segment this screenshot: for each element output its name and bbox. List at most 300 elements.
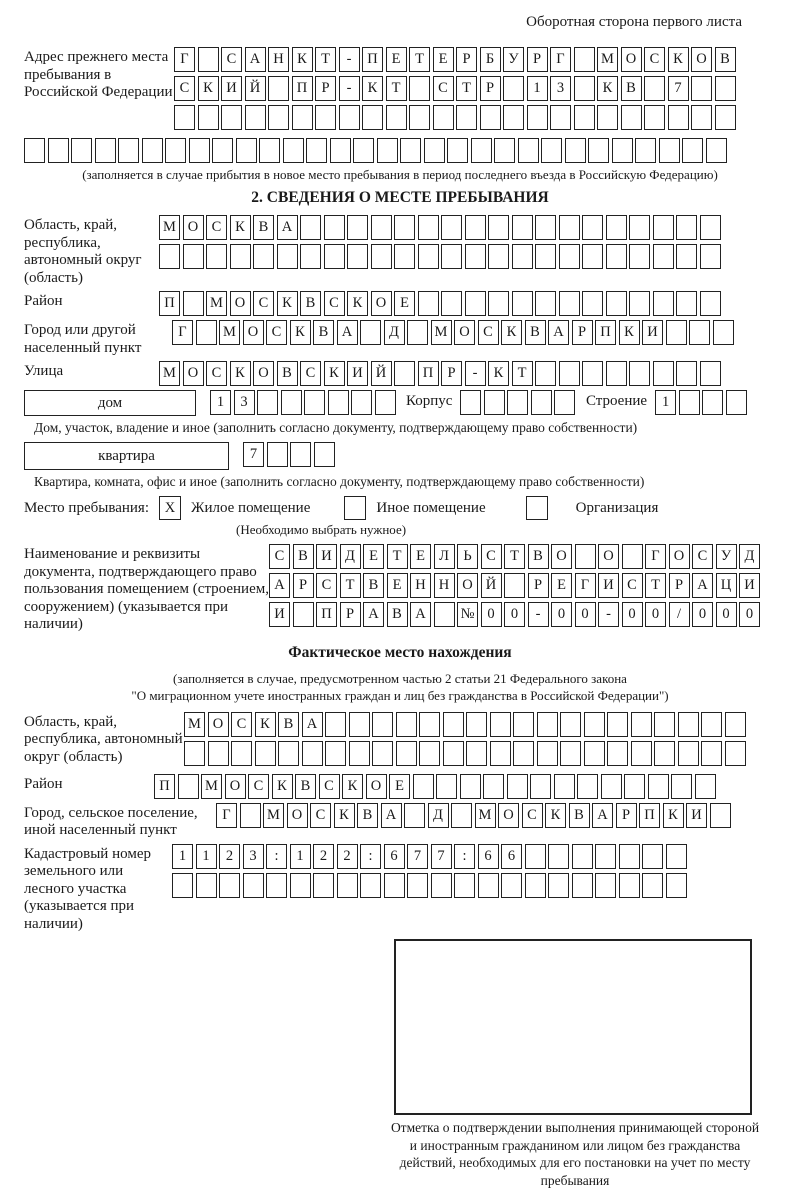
char-cell[interactable]: [330, 138, 351, 163]
char-cell[interactable]: [548, 844, 569, 869]
char-cell[interactable]: [490, 712, 511, 737]
char-cell[interactable]: [266, 873, 287, 898]
char-cell[interactable]: [574, 47, 595, 72]
char-cell[interactable]: [606, 244, 627, 269]
apartment-box[interactable]: квартира: [24, 442, 229, 470]
char-cell[interactable]: [531, 390, 552, 415]
char-cell[interactable]: А: [548, 320, 569, 345]
char-cell[interactable]: И: [739, 573, 760, 598]
char-cell[interactable]: [659, 138, 680, 163]
char-cell[interactable]: С: [319, 774, 340, 799]
char-cell[interactable]: [601, 774, 622, 799]
char-cell[interactable]: [559, 215, 580, 240]
char-cell[interactable]: Т: [387, 544, 408, 569]
char-cell[interactable]: С: [481, 544, 502, 569]
char-cell[interactable]: 1: [196, 844, 217, 869]
char-cell[interactable]: [700, 361, 721, 386]
char-cell[interactable]: [24, 138, 45, 163]
char-cell[interactable]: [629, 361, 650, 386]
char-cell[interactable]: К: [334, 803, 355, 828]
char-cell[interactable]: [349, 741, 370, 766]
char-cell[interactable]: [362, 105, 383, 130]
char-cell[interactable]: Т: [512, 361, 533, 386]
char-cell[interactable]: К: [272, 774, 293, 799]
char-cell[interactable]: [424, 138, 445, 163]
char-cell[interactable]: Ь: [457, 544, 478, 569]
char-cell[interactable]: [198, 105, 219, 130]
char-cell[interactable]: [642, 873, 663, 898]
char-cell[interactable]: [582, 244, 603, 269]
char-cell[interactable]: [313, 873, 334, 898]
char-cell[interactable]: [292, 105, 313, 130]
char-cell[interactable]: О: [208, 712, 229, 737]
char-cell[interactable]: [559, 361, 580, 386]
char-cell[interactable]: [537, 741, 558, 766]
char-cell[interactable]: [631, 712, 652, 737]
char-cell[interactable]: [371, 244, 392, 269]
char-cell[interactable]: 6: [478, 844, 499, 869]
char-cell[interactable]: Р: [441, 361, 462, 386]
char-cell[interactable]: [196, 873, 217, 898]
char-cell[interactable]: 7: [407, 844, 428, 869]
char-cell[interactable]: [183, 291, 204, 316]
char-cell[interactable]: [304, 390, 325, 415]
char-cell[interactable]: [622, 544, 643, 569]
char-cell[interactable]: [434, 602, 455, 627]
char-cell[interactable]: Г: [174, 47, 195, 72]
char-cell[interactable]: [682, 138, 703, 163]
house-box[interactable]: дом: [24, 390, 196, 416]
char-cell[interactable]: С: [266, 320, 287, 345]
char-cell[interactable]: [302, 741, 323, 766]
char-cell[interactable]: -: [339, 76, 360, 101]
char-cell[interactable]: О: [371, 291, 392, 316]
char-cell[interactable]: [172, 873, 193, 898]
char-cell[interactable]: [236, 138, 257, 163]
char-cell[interactable]: [466, 712, 487, 737]
char-cell[interactable]: Д: [428, 803, 449, 828]
char-cell[interactable]: [407, 320, 428, 345]
char-cell[interactable]: И: [598, 573, 619, 598]
char-cell[interactable]: [243, 873, 264, 898]
char-cell[interactable]: [431, 873, 452, 898]
char-cell[interactable]: [695, 774, 716, 799]
char-cell[interactable]: С: [300, 361, 321, 386]
char-cell[interactable]: Т: [315, 47, 336, 72]
char-cell[interactable]: К: [230, 361, 251, 386]
char-cell[interactable]: [653, 244, 674, 269]
char-cell[interactable]: [198, 47, 219, 72]
char-cell[interactable]: [535, 361, 556, 386]
char-cell[interactable]: С: [316, 573, 337, 598]
char-cell[interactable]: [715, 105, 736, 130]
char-cell[interactable]: [559, 291, 580, 316]
char-cell[interactable]: 6: [501, 844, 522, 869]
char-cell[interactable]: Т: [386, 76, 407, 101]
char-cell[interactable]: [451, 803, 472, 828]
char-cell[interactable]: О: [551, 544, 572, 569]
char-cell[interactable]: [527, 105, 548, 130]
char-cell[interactable]: [409, 105, 430, 130]
char-cell[interactable]: О: [598, 544, 619, 569]
char-cell[interactable]: [488, 215, 509, 240]
char-cell[interactable]: Е: [387, 573, 408, 598]
char-cell[interactable]: [314, 442, 335, 467]
char-cell[interactable]: -: [339, 47, 360, 72]
char-cell[interactable]: [230, 244, 251, 269]
char-cell[interactable]: [676, 215, 697, 240]
char-cell[interactable]: С: [310, 803, 331, 828]
char-cell[interactable]: [488, 291, 509, 316]
char-cell[interactable]: [206, 244, 227, 269]
char-cell[interactable]: О: [691, 47, 712, 72]
char-cell[interactable]: [339, 105, 360, 130]
char-cell[interactable]: [648, 774, 669, 799]
char-cell[interactable]: [559, 244, 580, 269]
char-cell[interactable]: 0: [504, 602, 525, 627]
char-cell[interactable]: [95, 138, 116, 163]
char-cell[interactable]: Т: [409, 47, 430, 72]
char-cell[interactable]: П: [292, 76, 313, 101]
char-cell[interactable]: 1: [172, 844, 193, 869]
char-cell[interactable]: [324, 244, 345, 269]
char-cell[interactable]: [572, 844, 593, 869]
char-cell[interactable]: В: [357, 803, 378, 828]
char-cell[interactable]: [183, 244, 204, 269]
char-cell[interactable]: [394, 361, 415, 386]
char-cell[interactable]: А: [692, 573, 713, 598]
char-cell[interactable]: Г: [575, 573, 596, 598]
char-cell[interactable]: [574, 105, 595, 130]
char-cell[interactable]: [512, 244, 533, 269]
char-cell[interactable]: С: [644, 47, 665, 72]
char-cell[interactable]: В: [295, 774, 316, 799]
char-cell[interactable]: [478, 873, 499, 898]
char-cell[interactable]: [607, 741, 628, 766]
char-cell[interactable]: [372, 741, 393, 766]
char-cell[interactable]: [607, 712, 628, 737]
char-cell[interactable]: [400, 138, 421, 163]
char-cell[interactable]: О: [498, 803, 519, 828]
char-cell[interactable]: [283, 138, 304, 163]
char-cell[interactable]: К: [597, 76, 618, 101]
char-cell[interactable]: С: [248, 774, 269, 799]
char-cell[interactable]: 1: [655, 390, 676, 415]
char-cell[interactable]: [689, 320, 710, 345]
char-cell[interactable]: В: [293, 544, 314, 569]
char-cell[interactable]: В: [277, 361, 298, 386]
char-cell[interactable]: Р: [293, 573, 314, 598]
char-cell[interactable]: Й: [371, 361, 392, 386]
char-cell[interactable]: [700, 291, 721, 316]
char-cell[interactable]: [245, 105, 266, 130]
char-cell[interactable]: В: [621, 76, 642, 101]
char-cell[interactable]: О: [454, 320, 475, 345]
char-cell[interactable]: Р: [315, 76, 336, 101]
checkbox-organization[interactable]: [526, 496, 548, 520]
char-cell[interactable]: И: [642, 320, 663, 345]
char-cell[interactable]: [666, 320, 687, 345]
char-cell[interactable]: [337, 873, 358, 898]
char-cell[interactable]: [259, 138, 280, 163]
char-cell[interactable]: А: [592, 803, 613, 828]
char-cell[interactable]: С: [174, 76, 195, 101]
char-cell[interactable]: [504, 573, 525, 598]
char-cell[interactable]: А: [269, 573, 290, 598]
char-cell[interactable]: Е: [363, 544, 384, 569]
char-cell[interactable]: М: [431, 320, 452, 345]
char-cell[interactable]: [231, 741, 252, 766]
char-cell[interactable]: 2: [219, 844, 240, 869]
char-cell[interactable]: [565, 138, 586, 163]
char-cell[interactable]: [560, 712, 581, 737]
char-cell[interactable]: [384, 873, 405, 898]
char-cell[interactable]: [142, 138, 163, 163]
char-cell[interactable]: [443, 741, 464, 766]
checkbox-other-premises[interactable]: [344, 496, 366, 520]
char-cell[interactable]: С: [221, 47, 242, 72]
char-cell[interactable]: [257, 390, 278, 415]
char-cell[interactable]: 2: [337, 844, 358, 869]
char-cell[interactable]: [466, 741, 487, 766]
char-cell[interactable]: Д: [340, 544, 361, 569]
char-cell[interactable]: О: [366, 774, 387, 799]
char-cell[interactable]: В: [313, 320, 334, 345]
char-cell[interactable]: [418, 244, 439, 269]
char-cell[interactable]: [654, 741, 675, 766]
char-cell[interactable]: А: [245, 47, 266, 72]
char-cell[interactable]: [572, 873, 593, 898]
char-cell[interactable]: Р: [572, 320, 593, 345]
char-cell[interactable]: [503, 105, 524, 130]
char-cell[interactable]: М: [263, 803, 284, 828]
char-cell[interactable]: [480, 105, 501, 130]
char-cell[interactable]: 0: [716, 602, 737, 627]
char-cell[interactable]: [375, 390, 396, 415]
char-cell[interactable]: К: [342, 774, 363, 799]
char-cell[interactable]: 1: [290, 844, 311, 869]
char-cell[interactable]: [666, 873, 687, 898]
char-cell[interactable]: И: [221, 76, 242, 101]
char-cell[interactable]: [441, 244, 462, 269]
char-cell[interactable]: К: [198, 76, 219, 101]
char-cell[interactable]: [550, 105, 571, 130]
char-cell[interactable]: [588, 138, 609, 163]
char-cell[interactable]: [535, 215, 556, 240]
char-cell[interactable]: 7: [668, 76, 689, 101]
char-cell[interactable]: [702, 390, 723, 415]
char-cell[interactable]: [635, 138, 656, 163]
char-cell[interactable]: Г: [550, 47, 571, 72]
char-cell[interactable]: А: [337, 320, 358, 345]
char-cell[interactable]: В: [253, 215, 274, 240]
char-cell[interactable]: [300, 215, 321, 240]
char-cell[interactable]: [441, 291, 462, 316]
char-cell[interactable]: К: [255, 712, 276, 737]
char-cell[interactable]: М: [597, 47, 618, 72]
char-cell[interactable]: [328, 390, 349, 415]
char-cell[interactable]: К: [663, 803, 684, 828]
char-cell[interactable]: [678, 741, 699, 766]
char-cell[interactable]: [725, 741, 746, 766]
char-cell[interactable]: [255, 741, 276, 766]
char-cell[interactable]: Е: [386, 47, 407, 72]
char-cell[interactable]: [582, 215, 603, 240]
char-cell[interactable]: [484, 390, 505, 415]
char-cell[interactable]: [584, 741, 605, 766]
char-cell[interactable]: В: [363, 573, 384, 598]
char-cell[interactable]: Е: [394, 291, 415, 316]
char-cell[interactable]: Е: [433, 47, 454, 72]
char-cell[interactable]: [653, 291, 674, 316]
char-cell[interactable]: О: [225, 774, 246, 799]
char-cell[interactable]: О: [457, 573, 478, 598]
char-cell[interactable]: /: [669, 602, 690, 627]
char-cell[interactable]: 3: [243, 844, 264, 869]
char-cell[interactable]: [554, 390, 575, 415]
char-cell[interactable]: Д: [739, 544, 760, 569]
char-cell[interactable]: [654, 712, 675, 737]
char-cell[interactable]: [595, 873, 616, 898]
char-cell[interactable]: [300, 244, 321, 269]
char-cell[interactable]: 1: [527, 76, 548, 101]
char-cell[interactable]: [325, 741, 346, 766]
char-cell[interactable]: [582, 361, 603, 386]
char-cell[interactable]: [386, 105, 407, 130]
char-cell[interactable]: М: [201, 774, 222, 799]
char-cell[interactable]: -: [465, 361, 486, 386]
char-cell[interactable]: [456, 105, 477, 130]
char-cell[interactable]: [240, 803, 261, 828]
char-cell[interactable]: М: [219, 320, 240, 345]
char-cell[interactable]: Й: [481, 573, 502, 598]
char-cell[interactable]: В: [569, 803, 590, 828]
char-cell[interactable]: Г: [645, 544, 666, 569]
char-cell[interactable]: [407, 873, 428, 898]
char-cell[interactable]: [535, 244, 556, 269]
char-cell[interactable]: [577, 774, 598, 799]
char-cell[interactable]: [518, 138, 539, 163]
char-cell[interactable]: К: [488, 361, 509, 386]
char-cell[interactable]: 7: [243, 442, 264, 467]
char-cell[interactable]: [377, 138, 398, 163]
char-cell[interactable]: [208, 741, 229, 766]
char-cell[interactable]: Д: [384, 320, 405, 345]
char-cell[interactable]: П: [362, 47, 383, 72]
char-cell[interactable]: [612, 138, 633, 163]
char-cell[interactable]: С: [692, 544, 713, 569]
char-cell[interactable]: [447, 138, 468, 163]
char-cell[interactable]: [418, 291, 439, 316]
char-cell[interactable]: 0: [692, 602, 713, 627]
char-cell[interactable]: О: [183, 361, 204, 386]
char-cell[interactable]: К: [668, 47, 689, 72]
char-cell[interactable]: Р: [340, 602, 361, 627]
char-cell[interactable]: П: [418, 361, 439, 386]
char-cell[interactable]: Р: [527, 47, 548, 72]
char-cell[interactable]: [595, 844, 616, 869]
char-cell[interactable]: [676, 291, 697, 316]
char-cell[interactable]: С: [206, 215, 227, 240]
char-cell[interactable]: [159, 244, 180, 269]
char-cell[interactable]: [483, 774, 504, 799]
char-cell[interactable]: [418, 215, 439, 240]
char-cell[interactable]: [644, 76, 665, 101]
char-cell[interactable]: [293, 602, 314, 627]
char-cell[interactable]: [396, 741, 417, 766]
char-cell[interactable]: Г: [172, 320, 193, 345]
char-cell[interactable]: И: [347, 361, 368, 386]
checkbox-residential[interactable]: X: [159, 496, 181, 520]
char-cell[interactable]: [351, 390, 372, 415]
char-cell[interactable]: -: [598, 602, 619, 627]
char-cell[interactable]: [700, 244, 721, 269]
char-cell[interactable]: :: [266, 844, 287, 869]
char-cell[interactable]: О: [287, 803, 308, 828]
char-cell[interactable]: [541, 138, 562, 163]
char-cell[interactable]: С: [269, 544, 290, 569]
char-cell[interactable]: [629, 244, 650, 269]
char-cell[interactable]: [537, 712, 558, 737]
char-cell[interactable]: [212, 138, 233, 163]
char-cell[interactable]: [554, 774, 575, 799]
char-cell[interactable]: [306, 138, 327, 163]
char-cell[interactable]: 0: [551, 602, 572, 627]
char-cell[interactable]: К: [277, 291, 298, 316]
char-cell[interactable]: П: [159, 291, 180, 316]
char-cell[interactable]: Е: [389, 774, 410, 799]
char-cell[interactable]: [267, 442, 288, 467]
char-cell[interactable]: В: [715, 47, 736, 72]
char-cell[interactable]: В: [387, 602, 408, 627]
char-cell[interactable]: 0: [575, 602, 596, 627]
char-cell[interactable]: П: [595, 320, 616, 345]
char-cell[interactable]: М: [206, 291, 227, 316]
char-cell[interactable]: [278, 741, 299, 766]
char-cell[interactable]: Р: [669, 573, 690, 598]
char-cell[interactable]: [525, 844, 546, 869]
char-cell[interactable]: [713, 320, 734, 345]
char-cell[interactable]: [441, 215, 462, 240]
char-cell[interactable]: К: [545, 803, 566, 828]
char-cell[interactable]: [503, 76, 524, 101]
char-cell[interactable]: [671, 774, 692, 799]
char-cell[interactable]: 1: [210, 390, 231, 415]
char-cell[interactable]: [178, 774, 199, 799]
char-cell[interactable]: [619, 844, 640, 869]
char-cell[interactable]: [396, 712, 417, 737]
char-cell[interactable]: [419, 712, 440, 737]
char-cell[interactable]: Р: [456, 47, 477, 72]
char-cell[interactable]: Е: [551, 573, 572, 598]
char-cell[interactable]: [710, 803, 731, 828]
char-cell[interactable]: [394, 215, 415, 240]
char-cell[interactable]: [507, 774, 528, 799]
char-cell[interactable]: [360, 873, 381, 898]
char-cell[interactable]: О: [230, 291, 251, 316]
char-cell[interactable]: Р: [616, 803, 637, 828]
char-cell[interactable]: [71, 138, 92, 163]
char-cell[interactable]: [668, 105, 689, 130]
char-cell[interactable]: [726, 390, 747, 415]
char-cell[interactable]: [548, 873, 569, 898]
char-cell[interactable]: [184, 741, 205, 766]
char-cell[interactable]: [597, 105, 618, 130]
char-cell[interactable]: Н: [410, 573, 431, 598]
char-cell[interactable]: [644, 105, 665, 130]
char-cell[interactable]: [353, 138, 374, 163]
char-cell[interactable]: [488, 244, 509, 269]
